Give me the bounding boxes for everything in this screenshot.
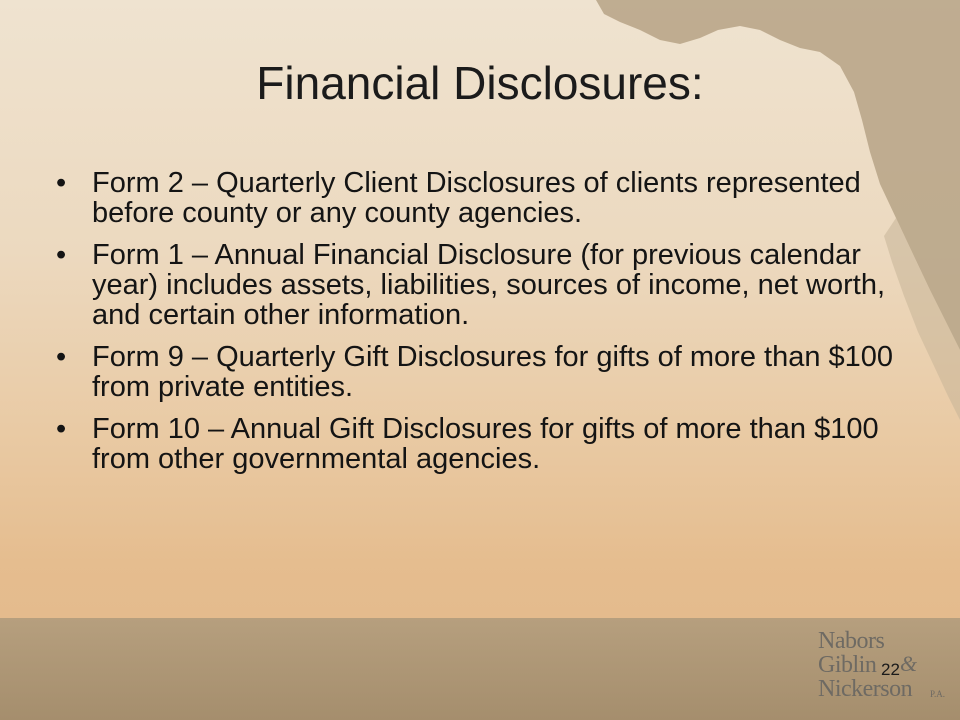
bottom-band: [0, 618, 960, 720]
logo-ampersand: &: [900, 651, 918, 676]
bullet-text: Form 2 – Quarterly Client Disclosures of clients represented before county or any county agencies.: [92, 167, 861, 229]
bullet-glyph: •: [56, 167, 67, 199]
bullet-text: Form 1 – Annual Financial Disclosure (for previous calendar year) includes assets, liabilities, sources of income, net worth, and certain other information.: [92, 239, 886, 331]
bullet-item: [56, 168, 906, 228]
bullet-list: [56, 168, 906, 486]
logo-suffix: P.A.: [930, 689, 946, 699]
logo-line-giblin: Giblin: [818, 652, 877, 678]
bullet-item: [56, 414, 906, 474]
page-number: 22: [881, 660, 900, 679]
bullet-glyph: •: [56, 413, 67, 445]
bullet-item: [56, 240, 906, 330]
logo-line-nickerson: Nickerson: [818, 676, 913, 702]
slide-title: Financial Disclosures:: [256, 57, 704, 109]
bullet-text: Form 10 – Annual Gift Disclosures for gifts of more than $100 from other governmental agencies.: [92, 413, 879, 475]
bullet-glyph: •: [56, 341, 67, 373]
bullet-item: [56, 342, 906, 402]
bullet-glyph: •: [56, 239, 67, 271]
bullet-text: Form 9 – Quarterly Gift Disclosures for gifts of more than $100 from private entities.: [92, 341, 894, 403]
logo-line-nabors: Nabors: [818, 628, 885, 654]
